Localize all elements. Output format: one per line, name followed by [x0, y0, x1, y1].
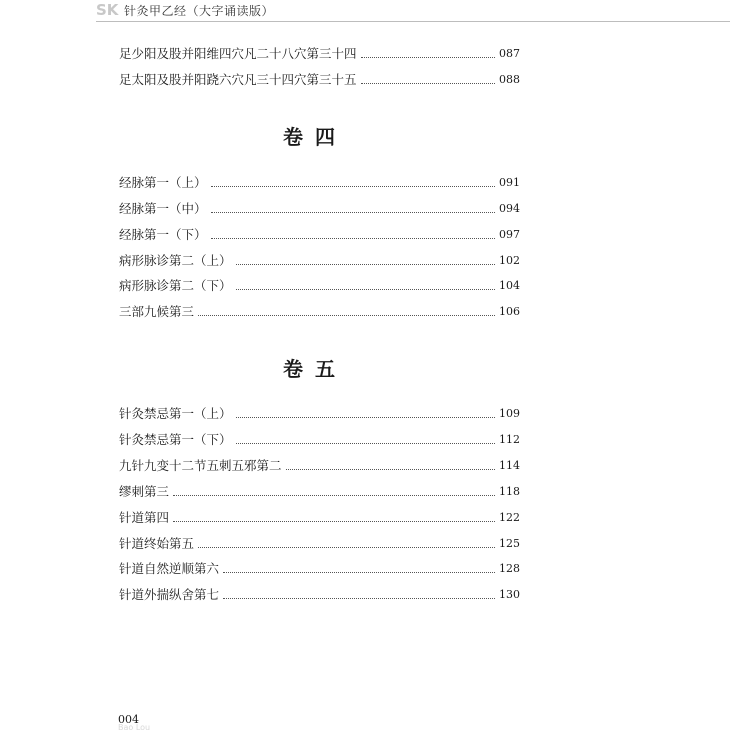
- leader-dots: [361, 56, 495, 58]
- toc-entry[interactable]: [119, 277, 520, 295]
- toc-entry[interactable]: [119, 226, 520, 244]
- leader-dots: [236, 288, 495, 290]
- toc-entry-title: 三部九候第三: [119, 304, 195, 319]
- leader-dots: [236, 442, 495, 444]
- toc-entry[interactable]: [119, 431, 520, 449]
- toc-entry[interactable]: [119, 457, 520, 475]
- toc-entry-page: 088: [499, 73, 520, 86]
- toc-entry-page: 114: [499, 459, 520, 472]
- toc-entry-page: 118: [499, 485, 520, 498]
- leader-dots: [236, 263, 495, 265]
- leader-dots: [236, 416, 495, 418]
- leader-dots: [211, 185, 495, 187]
- leader-dots: [211, 237, 495, 239]
- toc-entry-page: 106: [499, 305, 520, 318]
- toc-entry-title: 缪刺第三: [119, 484, 170, 499]
- volume-heading-5: 卷五: [283, 357, 347, 381]
- toc-entry[interactable]: [119, 586, 520, 604]
- leader-dots: [286, 468, 495, 470]
- toc-entry[interactable]: [119, 405, 520, 423]
- toc-entry[interactable]: [119, 174, 520, 192]
- toc-entry-page: 128: [499, 562, 520, 575]
- toc-entry-title: 经脉第一（下）: [119, 227, 207, 242]
- toc-entry-page: 087: [499, 47, 520, 60]
- toc-entry-page: 109: [499, 407, 520, 420]
- leader-dots: [173, 520, 495, 522]
- toc-entry-page: 091: [499, 176, 520, 189]
- toc-entry-title: 针道第四: [119, 510, 170, 525]
- toc-entry-title: 足太阳及股并阳跷六穴凡三十四穴第三十五: [119, 72, 357, 87]
- toc-entry[interactable]: [119, 303, 520, 321]
- toc-entry-title: 针灸禁忌第一（上）: [119, 406, 232, 421]
- toc-entry[interactable]: [119, 45, 520, 63]
- toc-entry-title: 病形脉诊第二（上）: [119, 253, 232, 268]
- toc-entry-page: 122: [499, 511, 520, 524]
- toc-entry-page: 097: [499, 228, 520, 241]
- toc-entry[interactable]: [119, 252, 520, 270]
- leader-dots: [173, 494, 495, 496]
- header-rule: [96, 21, 730, 22]
- toc-entry-page: 094: [499, 202, 520, 215]
- leader-dots: [223, 597, 495, 599]
- toc-entry[interactable]: [119, 509, 520, 527]
- toc-entry[interactable]: [119, 71, 520, 89]
- toc-entry-page: 130: [499, 588, 520, 601]
- toc-entry[interactable]: [119, 483, 520, 501]
- toc-entry-title: 针道自然逆顺第六: [119, 561, 220, 576]
- toc-entry-title: 经脉第一（中）: [119, 201, 207, 216]
- toc-entry-title: 经脉第一（上）: [119, 175, 207, 190]
- toc-entry-page: 125: [499, 537, 520, 550]
- volume-heading-4: 卷四: [283, 125, 347, 149]
- book-title: 针灸甲乙经（大字诵读版）: [124, 3, 275, 18]
- watermark: Bao Lou: [118, 723, 151, 732]
- toc-entry-page: 102: [499, 254, 520, 267]
- leader-dots: [198, 314, 495, 316]
- toc-entry[interactable]: [119, 200, 520, 218]
- toc-entry-title: 针灸禁忌第一（下）: [119, 432, 232, 447]
- leader-dots: [198, 546, 495, 548]
- publisher-logo-icon: SK: [96, 1, 119, 19]
- leader-dots: [211, 211, 495, 213]
- toc-entry[interactable]: [119, 535, 520, 553]
- toc-entry-page: 104: [499, 279, 520, 292]
- running-header: [96, 0, 274, 20]
- toc-entry-title: 九针九变十二节五刺五邪第二: [119, 458, 282, 473]
- leader-dots: [223, 571, 495, 573]
- leader-dots: [361, 82, 495, 84]
- toc-entry[interactable]: [119, 560, 520, 578]
- toc-entry-title: 病形脉诊第二（下）: [119, 278, 232, 293]
- toc-entry-title: 针道终始第五: [119, 536, 195, 551]
- toc-entry-page: 112: [499, 433, 520, 446]
- toc-entry-title: 足少阳及股并阳维四穴凡二十八穴第三十四: [119, 46, 357, 61]
- page-number: 004: [118, 713, 139, 726]
- toc-entry-title: 针道外揣纵舍第七: [119, 587, 220, 602]
